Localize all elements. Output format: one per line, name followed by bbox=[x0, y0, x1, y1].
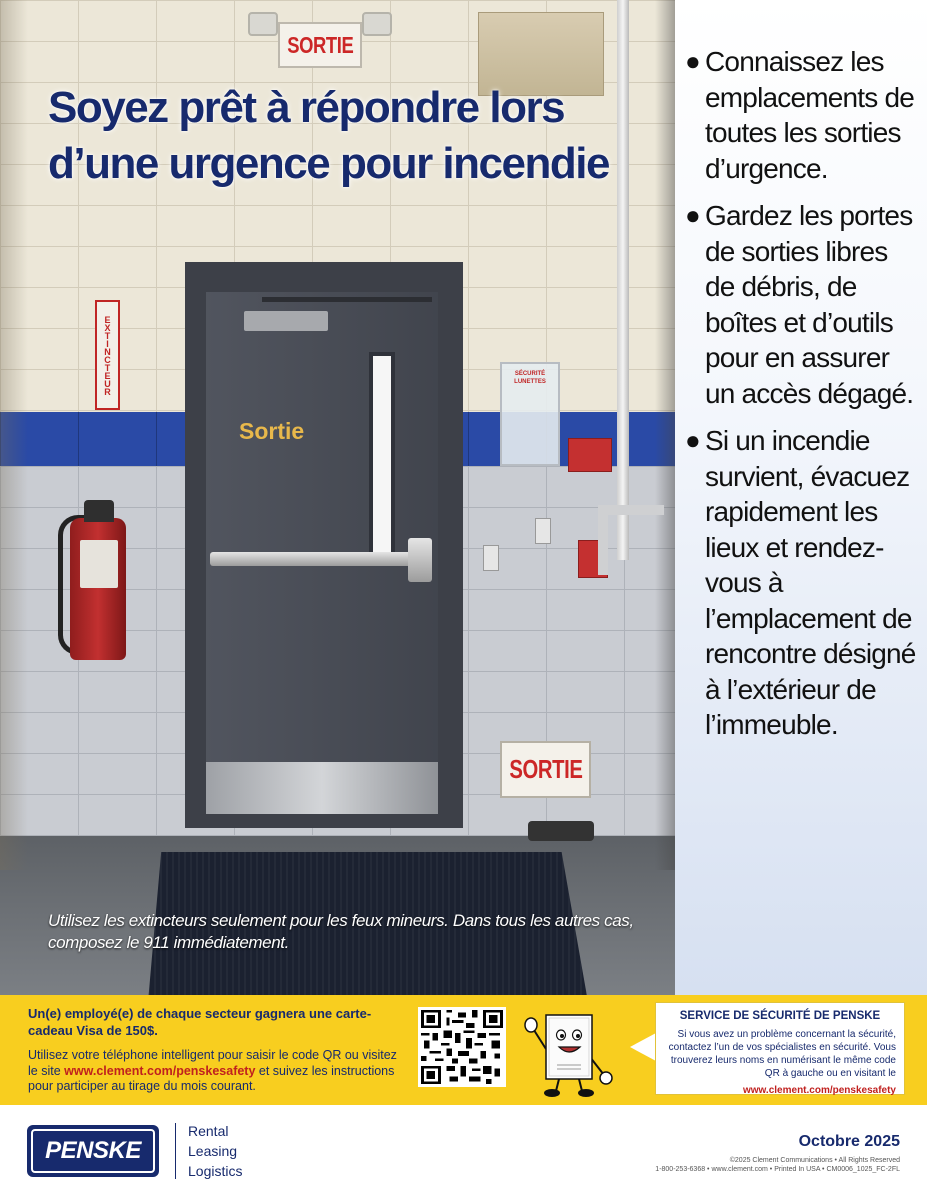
doorstop bbox=[528, 821, 594, 841]
fine-print bbox=[655, 1156, 900, 1174]
emergency-lamp-left bbox=[248, 12, 278, 36]
extinguisher-label bbox=[80, 540, 118, 588]
tip-text: Gardez les portes de sorties libres de débris, de boîtes et d’outils pour en assurer un accès dégagé. bbox=[705, 200, 914, 409]
service-item: Logistics bbox=[188, 1163, 243, 1179]
wall-switch bbox=[535, 518, 551, 544]
divider bbox=[175, 1123, 176, 1179]
bullet-icon: ● bbox=[685, 200, 701, 230]
copyright: ©2025 Clement Communications • All Rights Reserved bbox=[729, 1157, 900, 1164]
contact-line: 1-800-253-6368 • www.clement.com • Printed In USA • CM0006_1025_FC-2FL bbox=[655, 1166, 900, 1173]
contest-instructions bbox=[28, 1048, 398, 1095]
extinguisher-sign-text: EXTINCTEUR bbox=[102, 315, 113, 395]
safety-service-title: SERVICE DE SÉCURITÉ DE PENSKE bbox=[679, 1010, 881, 1022]
contest-headline: Un(e) employé(e) de chaque secteur gagnera une carte-cadeau Visa de 150$. bbox=[28, 1006, 372, 1038]
door-closer bbox=[244, 311, 328, 331]
extinguisher-sign bbox=[95, 300, 120, 410]
footer bbox=[0, 1105, 927, 1200]
contest-info bbox=[28, 1005, 398, 1095]
speech-pointer bbox=[630, 1033, 656, 1061]
logo-text: PENSKE bbox=[45, 1137, 141, 1164]
issue-month: Octobre 2025 bbox=[798, 1133, 900, 1150]
wall-shadow-left bbox=[0, 0, 28, 870]
contest-link[interactable]: www.clement.com/penskesafety bbox=[64, 1063, 256, 1078]
tip-text: Si un incendie survient, évacuez rapidement les lieux et rendez-vous à l’emplacement de rencontre désigné à l’extérieur de l’immeuble. bbox=[705, 425, 916, 740]
safety-service-link[interactable]: www.clement.com/penskesafety bbox=[742, 1085, 896, 1096]
tip-item bbox=[685, 44, 917, 186]
service-item: Leasing bbox=[188, 1143, 238, 1159]
exit-sign-top-text: SORTIE bbox=[286, 31, 354, 58]
sprinkler-valve bbox=[598, 505, 664, 575]
tips-panel bbox=[675, 0, 927, 995]
wall-shadow-right bbox=[655, 0, 675, 870]
service-item: Rental bbox=[188, 1123, 229, 1139]
door-window bbox=[369, 352, 395, 558]
door-closer-arm bbox=[262, 297, 432, 302]
push-bar-end bbox=[408, 538, 432, 582]
logo-frame bbox=[31, 1129, 155, 1173]
page-title: Soyez prêt à répondre lors d’une urgence pour incendie bbox=[48, 83, 609, 188]
safety-glasses-label: SÉCURITÉ LUNETTES bbox=[514, 371, 546, 385]
tip-item bbox=[685, 198, 917, 411]
tip-item bbox=[685, 423, 917, 743]
photo-caption: Utilisez les extincteurs seulement pour les feux mineurs. Dans tous les autres cas, composez le 911 immédiatement. bbox=[48, 911, 634, 952]
bullet-icon: ● bbox=[685, 46, 701, 76]
safety-glasses-box bbox=[500, 362, 560, 466]
kickplate bbox=[206, 762, 438, 814]
emergency-lamp-right bbox=[362, 12, 392, 36]
exit-sign-top bbox=[278, 22, 362, 68]
extinguisher-valve bbox=[84, 500, 114, 522]
exit-sign-low bbox=[500, 741, 591, 798]
safety-service-box bbox=[655, 1002, 905, 1095]
door-label: Sortie bbox=[239, 418, 305, 444]
contest-text-2: et suivez les instructions pour participer au tirage du mois courant. bbox=[28, 1063, 395, 1093]
bullet-icon: ● bbox=[685, 425, 701, 455]
qr-code[interactable] bbox=[418, 1007, 506, 1087]
contest-text-1: Utilisez votre téléphone intelligent pour saisir le code QR ou visitez le site bbox=[28, 1048, 397, 1078]
push-bar bbox=[210, 552, 430, 566]
exit-sign-low-text: SORTIE bbox=[508, 754, 583, 784]
mascot-illustration bbox=[524, 1005, 614, 1101]
wall-switch bbox=[483, 545, 499, 571]
qr-code-icon bbox=[421, 1010, 503, 1084]
contest-band bbox=[0, 995, 927, 1105]
penske-logo bbox=[27, 1125, 159, 1177]
tip-text: Connaissez les emplacements de toutes les sorties d’urgence. bbox=[705, 46, 915, 184]
safety-service-text: Si vous avez un problème concernant la sécurité, contactez l’un de vos spécialistes en sécurité. Vous trouverez leurs noms en numérisant le même code QR à gauche ou en visitant le bbox=[668, 1029, 896, 1079]
alarm-panel bbox=[568, 438, 612, 472]
service-list bbox=[188, 1121, 242, 1181]
